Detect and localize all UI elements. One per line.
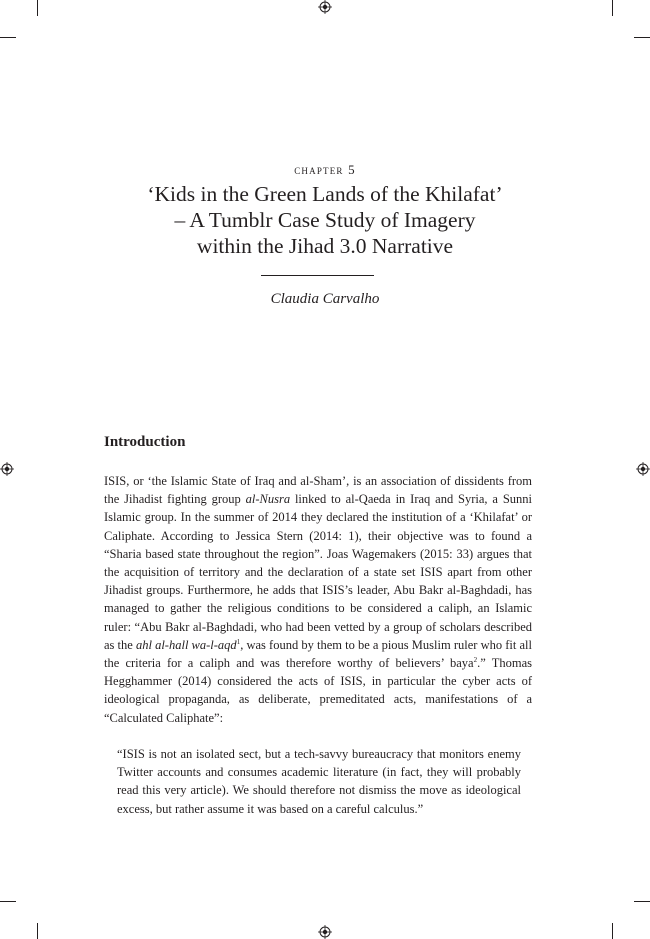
title-line: within the Jihad 3.0 Narrative — [196, 234, 454, 258]
title-line: ‘Kids in the Green Lands of the Khilafat’ — [147, 182, 503, 206]
block-quote — [117, 745, 521, 818]
registration-mark-icon — [0, 462, 14, 476]
text-run: ISIS, or ‘the Islamic State of Iraq and al-Sham’, is an association of dissidents from the Jihadist fighting group — [104, 474, 532, 507]
quote-text: “ISIS is not an isolated sect, but a tech-savvy bureaucracy that monitors enemy Twitter accounts and consumes academic literature (in fact, they will probably read this very article). We should therefore not dismiss the move as ideological excess, but rather assume it was based on a careful calculus.” — [117, 747, 521, 816]
title-divider — [261, 275, 374, 276]
crop-mark — [634, 37, 650, 38]
author-name: Claudia Carvalho — [270, 291, 380, 307]
intro-paragraph — [104, 472, 532, 727]
text-run: .” Thomas Hegghammer (2014) considered the acts of ISIS, in particular the cyber acts of ideological propaganda, as deliberate, premeditated acts, manifestations of a “Calculated Caliphate”: — [104, 656, 533, 725]
crop-mark — [0, 901, 16, 902]
section-heading: Introduction — [104, 434, 186, 450]
footnote-ref[interactable]: 1 — [236, 637, 241, 646]
text-run: linked to al-Qaeda in Iraq and Syria, a Sunni Islamic group. In the summer of 2014 they declared the institution of a ‘Khilafat’ or Caliphate. According to Jessica Stern (2014: 1), their objective was to found a “Sharia based state throughout the region”. Joas Wagemakers (2015: 33) argues that the acquisition of territory and the declaration of a state set ISIS apart from other Jihadist groups. Furthermore, he adds that ISIS’s leader, Abu Bakr al-Baghdadi, has managed to gather the religious conditions to be considered a caliph, an Islamic ruler: “Abu Bakr al-Baghdadi, who had been vetted by a group of scholars described as the — [104, 492, 532, 652]
italic-term: al-Nusra — [245, 492, 291, 507]
italic-term: ahl al-hall wa-l-aqd — [135, 637, 237, 652]
crop-mark — [37, 0, 38, 16]
crop-mark — [612, 923, 613, 939]
registration-mark-icon — [318, 925, 332, 939]
footnote-ref[interactable]: 2 — [473, 655, 478, 664]
crop-mark — [634, 901, 650, 902]
registration-mark-icon — [318, 0, 332, 14]
crop-mark — [0, 37, 16, 38]
registration-mark-icon — [636, 462, 650, 476]
chapter-label: chapter 5 — [294, 162, 356, 177]
crop-mark — [37, 923, 38, 939]
crop-mark — [612, 0, 613, 16]
chapter-title — [0, 181, 650, 259]
text-run: , was found by them to be a pious Muslim ruler who fit all the criteria for a caliph and was therefore worthy of believers’ baya — [104, 637, 532, 671]
title-line: – A Tumblr Case Study of Imagery — [174, 208, 476, 232]
